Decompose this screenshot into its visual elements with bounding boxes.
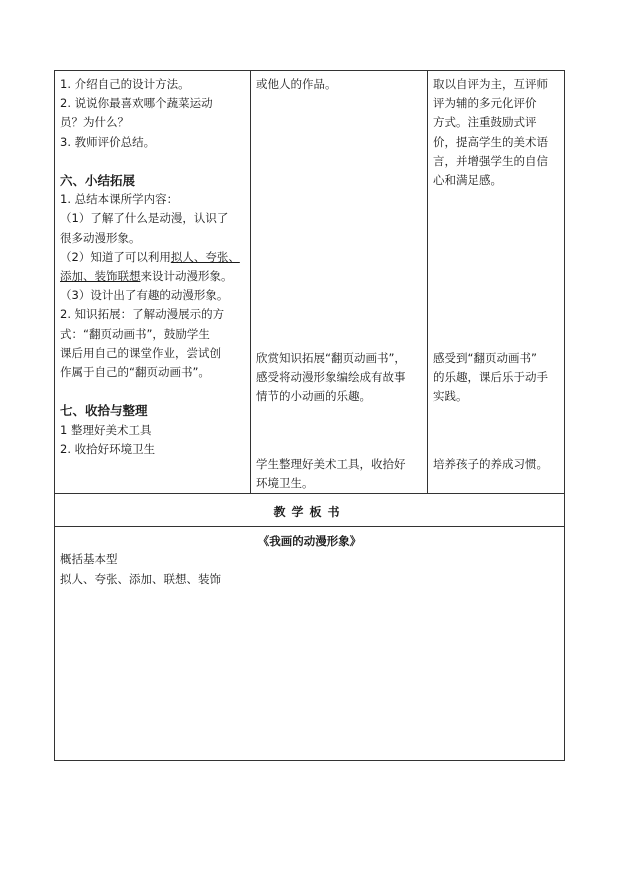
student-activity-top: 或他人的作品。 xyxy=(256,77,337,91)
board-line-methods: 拟人、夸张、添加、联想、装饰 xyxy=(60,572,221,586)
lesson-plan-table xyxy=(54,70,565,761)
student-activity-extension: 情节的小动画的乐趣。 xyxy=(256,389,371,404)
student-activity-extension: 欣赏知识拓展“翻页动画书”， xyxy=(256,351,406,365)
board-header-cell xyxy=(55,494,565,527)
board-line-basic-shape: 概括基本型 xyxy=(60,552,118,566)
design-intent-extension: 实践。 xyxy=(433,389,468,404)
summary-point-2a xyxy=(60,248,245,267)
summary-point-2a-text: （2）知道了可以利用 xyxy=(60,249,171,264)
teacher-activity-cell xyxy=(55,71,251,494)
summary-point-2b-text: 来设计动漫形象。 xyxy=(140,269,233,284)
student-activity-cell xyxy=(251,71,428,494)
extension-line-1: 2. 知识拓展：了解动漫展示的方 xyxy=(60,307,225,322)
design-intent-evaluation: 价，提高学生的美术语 xyxy=(433,134,548,149)
student-activity-tidy: 环境卫生。 xyxy=(256,476,314,491)
section-heading-summary: 六、小结拓展 xyxy=(60,173,136,188)
underlined-methods-2: 添加、装饰联想 xyxy=(60,269,141,284)
design-intent-habit: 培养孩子的养成习惯。 xyxy=(433,457,548,471)
section-heading-tidy: 七、收拾与整理 xyxy=(60,403,148,419)
student-activity-extension: 感受将动漫形象编绘成有故事 xyxy=(256,370,406,385)
extension-line-3: 课后用自己的课堂作业，尝试创 xyxy=(60,345,221,360)
design-intent-cell xyxy=(428,71,565,494)
summary-intro: 1. 总结本课所学内容： xyxy=(60,192,179,207)
summary-point-3: （3）设计出了有趣的动漫形象。 xyxy=(60,288,229,303)
board-header-title: 教学板书 xyxy=(273,504,346,519)
extension-line-4: 作属于自己的“翻页动画书”。 xyxy=(60,365,210,380)
activities-row xyxy=(55,71,565,494)
list-item: 3. 教师评价总结。 xyxy=(60,134,156,149)
tidy-item-2: 2. 收拾好环境卫生 xyxy=(60,441,156,456)
design-intent-evaluation: 取以自评为主，互评师 xyxy=(433,77,548,91)
board-content-row xyxy=(55,527,565,761)
student-activity-tidy: 学生整理好美术工具，收拾好 xyxy=(256,457,406,471)
design-intent-extension: 的乐趣，课后乐于动手 xyxy=(433,370,548,385)
list-item: 1. 介绍自己的设计方法。 xyxy=(60,77,190,91)
list-item: 员？为什么？ xyxy=(60,115,129,130)
board-header-row xyxy=(55,494,565,527)
summary-point-1b: 很多动漫形象。 xyxy=(60,230,141,245)
summary-point-1a: （1）了解了什么是动漫，认识了 xyxy=(60,211,229,226)
design-intent-evaluation: 方式。注重鼓励式评 xyxy=(433,115,537,130)
board-content-cell xyxy=(55,527,565,761)
design-intent-evaluation: 评为辅的多元化评价 xyxy=(433,96,537,111)
list-item: 2. 说说你最喜欢哪个蔬菜运动 xyxy=(60,96,213,111)
summary-point-2b xyxy=(60,267,245,286)
design-intent-evaluation: 心和满足感。 xyxy=(433,173,502,188)
underlined-methods-1: 拟人、夸张、 xyxy=(170,249,240,264)
board-lesson-title: 《我画的动漫形象》 xyxy=(257,534,362,548)
design-intent-evaluation: 言，并增强学生的自信 xyxy=(433,153,548,168)
design-intent-extension: 感受到“翻页动画书” xyxy=(433,351,537,365)
tidy-item-1: 1 整理好美术工具 xyxy=(60,422,152,437)
extension-line-2: 式：“翻页动画书”，鼓励学生 xyxy=(60,326,210,341)
